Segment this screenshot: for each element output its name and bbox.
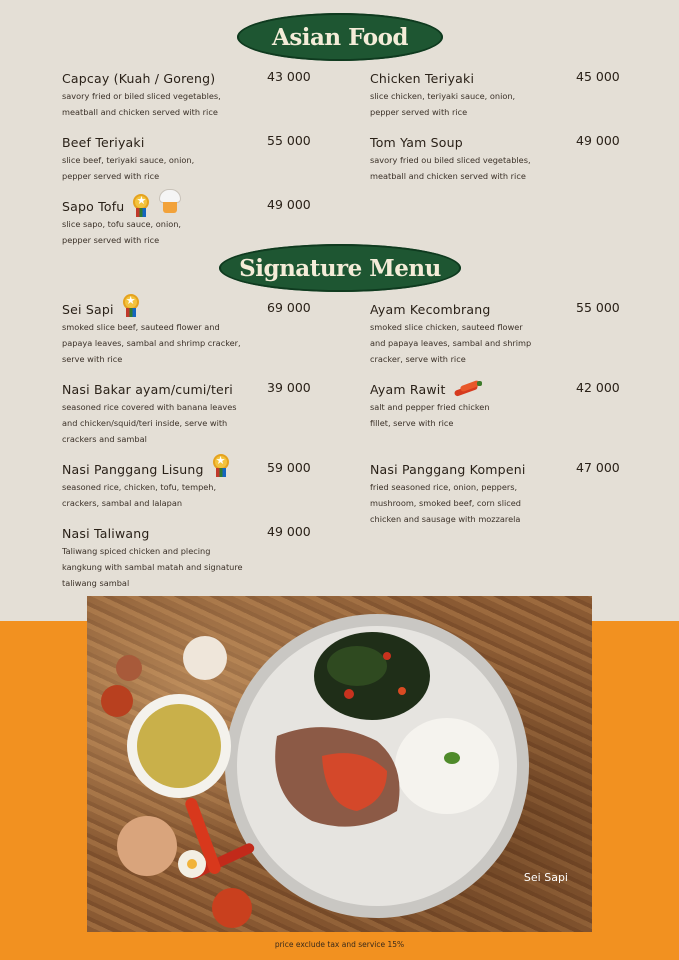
item-name: Tom Yam Soup [370,134,463,150]
item-price: 43 000 [267,69,311,84]
item-name: Sei Sapi [62,301,114,317]
medal-icon [120,294,142,318]
item-description: savory fried ou biled sliced vegetables, meatball and chicken served with rice [370,155,531,181]
item-name: Capcay (Kuah / Goreng) [62,70,216,86]
item-description: slice chicken, teriyaki sauce, onion, pepper served with rice [370,91,516,117]
item-name: Chicken Teriyaki [370,70,475,86]
menu-item [62,197,362,248]
item-name: Nasi Taliwang [62,525,150,541]
item-description: slice sapo, tofu sauce, onion, pepper served with rice [62,219,182,245]
medal-icon [210,454,232,478]
item-name-row [62,197,362,215]
item-price: 45 000 [576,69,620,84]
medal-icon [130,194,152,218]
item-name: Nasi Bakar ayam/cumi/teri [62,381,233,397]
item-price: 49 000 [576,133,620,148]
item-description: salt and pepper fried chicken fillet, serve with rice [370,402,490,428]
footer-note: price exclude tax and service 15% [274,940,405,949]
section-header-signature-menu [219,244,461,292]
item-description: smoked slice beef, sauteed flower and papaya leaves, sambal and shrimp cracker, serve with rice [62,322,241,364]
section-title: Asian Food [272,23,408,51]
item-name: Ayam Rawit [370,381,446,397]
item-description: slice beef, teriyaki sauce, onion, pepper served with rice [62,155,195,181]
menu-item [62,380,362,447]
section-title: Signature Menu [239,254,441,282]
item-price: 59 000 [267,460,311,475]
item-description: seasoned rice, chicken, tofu, tempeh, crackers, sambal and lalapan [62,482,217,508]
item-price: 49 000 [267,524,311,539]
item-price: 47 000 [576,460,620,475]
menu-item [370,380,670,431]
item-description: Taliwang spiced chicken and plecing kangkung with sambal matah and signature taliwang sambal [62,546,243,588]
food-photo [87,596,592,932]
item-price: 69 000 [267,300,311,315]
item-price: 49 000 [267,197,311,212]
chef-hat-icon [158,189,182,215]
chili-icon [452,381,484,397]
item-name: Sapo Tofu [62,198,125,214]
item-name: Nasi Panggang Lisung [62,461,204,477]
item-description: smoked slice chicken, sauteed flower and papaya leaves, sambal and shrimp cracker, serve with rice [370,322,532,364]
menu-item [370,460,670,527]
item-description: savory fried or biled sliced vegetables, meatball and chicken served with rice [62,91,221,117]
food-photo-illustration [87,596,592,932]
item-name: Ayam Kecombrang [370,301,491,317]
item-name: Beef Teriyaki [62,134,145,150]
item-price: 39 000 [267,380,311,395]
section-header-asian-food [237,13,443,61]
menu-item [370,133,670,184]
item-price: 42 000 [576,380,620,395]
item-description: fried seasoned rice, onion, peppers, mushroom, smoked beef, corn sliced chicken and sausage with mozzarela [370,482,521,524]
menu-item [370,69,670,120]
menu-item [62,524,362,591]
menu-item [62,300,362,367]
menu-item [62,460,362,511]
menu-item [62,133,362,184]
menu-item [62,69,362,120]
item-description: seasoned rice covered with banana leaves and chicken/squid/teri inside, serve with crackers and sambal [62,402,237,444]
item-name-row [370,380,670,398]
item-price: 55 000 [576,300,620,315]
item-name-row [62,460,362,478]
item-name: Nasi Panggang Kompeni [370,461,526,477]
photo-caption: Sei Sapi [523,871,568,884]
item-price: 55 000 [267,133,311,148]
item-name-row [62,300,362,318]
menu-item [370,300,670,367]
